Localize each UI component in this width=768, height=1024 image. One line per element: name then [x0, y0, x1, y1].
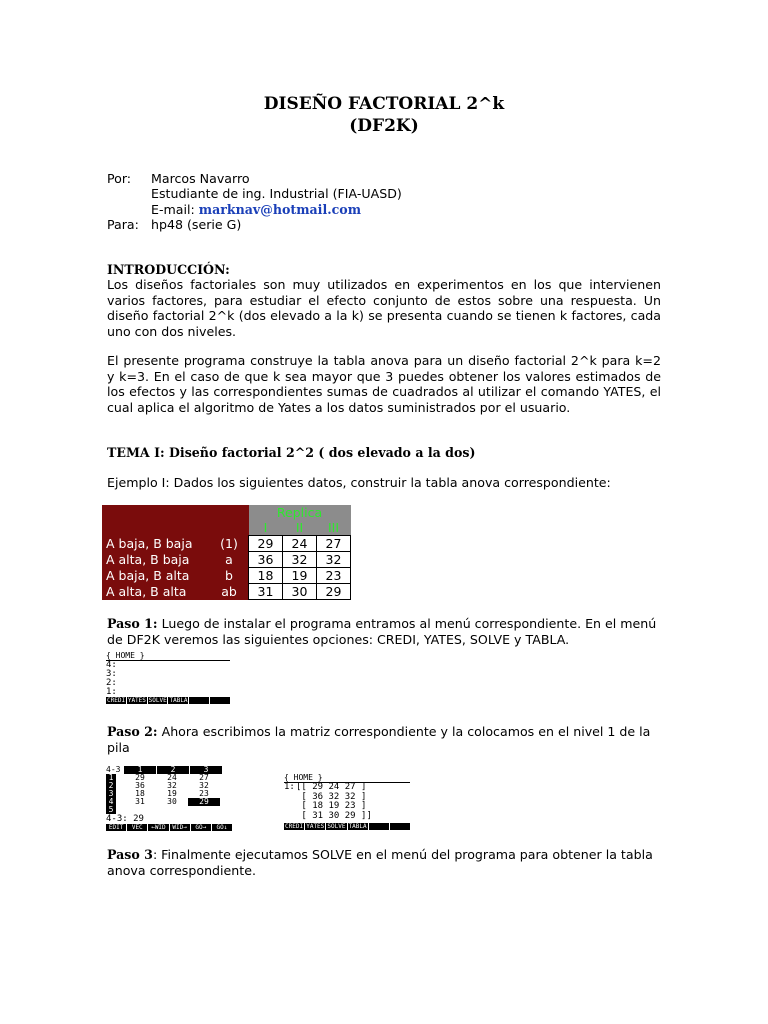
cell-value: 19	[283, 568, 317, 584]
matrix-col-head: 3	[190, 766, 222, 774]
target-device: hp48 (serie G)	[151, 217, 242, 232]
calculator-screen-home	[106, 652, 230, 704]
softkey-vec[interactable]: VEC	[127, 824, 147, 831]
matrix-cell[interactable]: 36	[135, 781, 145, 790]
stack-level-3: 3:	[106, 669, 117, 679]
calculator-screen-stack-matrix	[284, 774, 410, 830]
matrix-cell[interactable]: 18	[135, 789, 145, 798]
matrix-line: [ 36 32 32 ]	[296, 791, 367, 802]
cell-value: 27	[317, 536, 351, 552]
paso3-paragraph	[107, 847, 661, 878]
document-subtitle: (DF2K)	[349, 116, 419, 136]
data-table	[102, 505, 351, 600]
matrix-cell[interactable]: 32	[199, 781, 209, 790]
softkey-solve[interactable]: SOLVE	[327, 823, 346, 830]
matrix-row-head: 4	[106, 798, 116, 806]
intro-paragraph-2: El presente programa construye la tabla anova para un diseño factorial 2^k para k=2 y k=3. En el caso de que k sea mayor que 3 puedes obtener los valores estimados de los efectos y las correspondientes sumas de cuadrados al utilizar el comando YATES, el cual aplica el algoritmo de Yates a los datos suministrados por el usuario.	[107, 353, 661, 415]
stack-level-2: 2:	[106, 678, 117, 688]
intro-paragraph-1: Los diseños factoriales son muy utilizados en experimentos en los que intervienen varios factores, para estudiar el efecto conjunto de estos sobre una respuesta. Un diseño factorial 2^k (dos elevado a la k) se presenta cuando se tienen k factores, cada uno con dos niveles.	[107, 277, 661, 339]
softkey-go-right[interactable]: GO→	[191, 824, 211, 831]
softkey-wid-left[interactable]: ←WID	[148, 824, 168, 831]
matrix-row-head: 1	[106, 774, 116, 782]
matrix-cell[interactable]: 29	[135, 773, 145, 782]
matrix-cell-selected[interactable]: 29	[188, 798, 220, 806]
softkey-menu	[284, 823, 410, 830]
matrix-cell[interactable]: 23	[199, 789, 209, 798]
softkey-edit[interactable]: EDIT	[106, 824, 126, 831]
row-label: A alta, B alta	[102, 584, 210, 600]
replica-col-2: II	[283, 520, 317, 536]
replica-header: Replica	[249, 505, 351, 520]
por-label: Por:	[107, 171, 132, 186]
matrix-line: [ 31 30 29 ]]	[296, 810, 372, 821]
table-row	[102, 552, 351, 568]
paso1-label: Paso 1:	[107, 616, 158, 631]
email-line	[151, 202, 361, 218]
softkey-credi[interactable]: CREDI	[107, 697, 126, 704]
table-row	[102, 584, 351, 600]
email-label: E-mail:	[151, 202, 195, 217]
paso3-text: : Finalmente ejecutamos SOLVE en el menú del programa para obtener la tabla anova correspondiente.	[107, 847, 653, 878]
softkey-yates[interactable]: YATES	[306, 823, 325, 830]
paso1-text: Luego de instalar el programa entramos al menú correspondiente. En el menú de DF2K veremos las siguientes opciones: CREDI, YATES, SOLVE y TABLA.	[107, 616, 657, 647]
table-row	[102, 536, 351, 552]
cell-value: 24	[283, 536, 317, 552]
matrix-cell[interactable]: 24	[167, 773, 177, 782]
softkey-solve[interactable]: SOLVE	[148, 697, 167, 704]
cell-value: 29	[249, 536, 283, 552]
paso2-label: Paso 2:	[107, 724, 158, 739]
row-label: A alta, B baja	[102, 552, 210, 568]
document-title: DISEÑO FACTORIAL 2^k	[263, 94, 505, 114]
stack-matrix	[296, 783, 372, 821]
matrix-col-head: 2	[157, 766, 189, 774]
matrix-cell[interactable]: 19	[167, 789, 177, 798]
para-label: Para:	[107, 217, 139, 232]
softkey-menu	[106, 697, 230, 704]
cell-value: 29	[317, 584, 351, 600]
matrix-cell[interactable]: 30	[167, 797, 177, 806]
replica-col-1: I	[249, 520, 283, 536]
screen-header: { HOME }	[284, 773, 323, 782]
stack-level-4: 4:	[106, 660, 117, 670]
table-row	[102, 568, 351, 584]
cell-value: 31	[249, 584, 283, 600]
author-name: Marcos Navarro	[151, 171, 250, 186]
softkey-go-down[interactable]: GO↓	[212, 824, 232, 831]
softkey-empty[interactable]	[210, 697, 230, 704]
cell-value: 23	[317, 568, 351, 584]
softkey-tabla[interactable]: TABLA	[348, 823, 367, 830]
row-level: ab	[210, 584, 249, 600]
softkey-empty[interactable]	[189, 697, 209, 704]
cell-value: 32	[317, 552, 351, 568]
table-corner	[102, 505, 249, 536]
replica-col-3: III	[317, 520, 351, 536]
softkey-empty[interactable]	[369, 823, 389, 830]
paso2-paragraph	[107, 724, 661, 755]
matrix-cell[interactable]: 32	[167, 781, 177, 790]
matrix-line: [ 18 19 23 ]	[296, 801, 367, 811]
intro-heading: INTRODUCCIÓN:	[107, 262, 230, 277]
screen-header: { HOME }	[106, 651, 145, 660]
cell-value: 30	[283, 584, 317, 600]
softkey-wid-right[interactable]: WID→	[170, 824, 190, 831]
matrix-position: 4-3	[106, 765, 121, 774]
matrix-softkey-menu	[106, 824, 232, 831]
row-level: b	[210, 568, 249, 584]
row-label: A baja, B baja	[102, 536, 210, 552]
stack-entry	[284, 783, 410, 821]
matrix-col-head: 1	[124, 766, 156, 774]
matrix-cell[interactable]: 27	[199, 773, 209, 782]
matrix-status-line: 4-3: 29	[106, 814, 144, 824]
stack-level-1: 1:	[284, 782, 295, 792]
table-header-row	[102, 505, 351, 520]
softkey-yates[interactable]: YATES	[127, 697, 146, 704]
author-affiliation: Estudiante de ing. Industrial (FIA-UASD)	[151, 186, 402, 201]
matrix-line: [[ 29 24 27 ]	[296, 782, 367, 792]
paso2-text: Ahora escribimos la matriz correspondiente y la colocamos en el nivel 1 de la pila	[107, 724, 651, 755]
softkey-empty[interactable]	[390, 823, 410, 830]
matrix-row-head: 2	[106, 782, 116, 790]
matrix-cell[interactable]: 31	[135, 797, 145, 806]
matrix-row	[106, 806, 232, 814]
row-level: a	[210, 552, 249, 568]
stack-level-1: 1:	[106, 687, 117, 697]
cell-value: 36	[249, 552, 283, 568]
row-label: A baja, B alta	[102, 568, 210, 584]
row-level: (1)	[210, 536, 249, 552]
cell-value: 32	[283, 552, 317, 568]
paso1-paragraph	[107, 616, 661, 647]
calculator-screen-matrix-writer	[106, 766, 232, 831]
softkey-tabla[interactable]: TABLA	[169, 697, 188, 704]
matrix-row-head: 3	[106, 790, 116, 798]
cell-value: 18	[249, 568, 283, 584]
email-link[interactable]: marknav@hotmail.com	[198, 202, 362, 217]
tema1-heading: TEMA I: Diseño factorial 2^2 ( dos elevado a la dos)	[107, 445, 476, 460]
paso3-label: Paso 3	[107, 847, 153, 862]
softkey-credi[interactable]: CREDI	[285, 823, 304, 830]
matrix-row	[106, 798, 232, 806]
ejemplo-text: Ejemplo I: Dados los siguientes datos, construir la tabla anova correspondiente:	[107, 475, 611, 490]
matrix-row-head: 5	[106, 806, 116, 814]
